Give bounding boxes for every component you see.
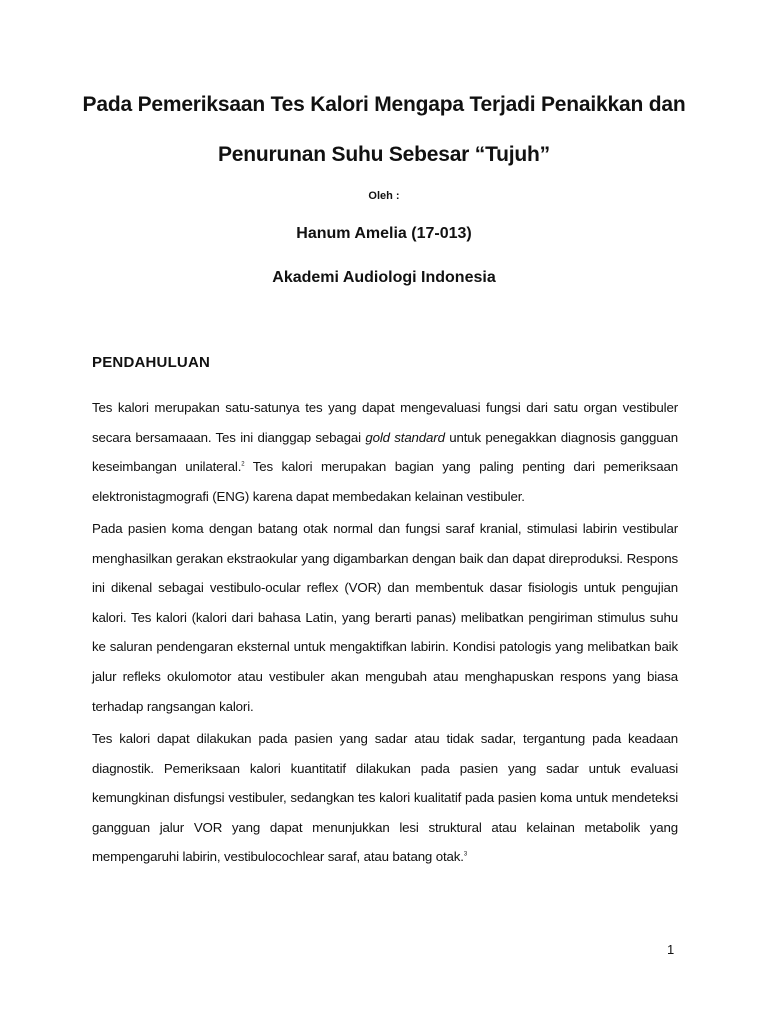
paragraph-1 — [92, 393, 678, 511]
paragraph-1-text-b: untuk penegakkan diagnosis gangguan keseimbangan unilateral. — [92, 429, 678, 475]
author-name: Hanum Amelia (17-013) — [296, 225, 472, 242]
institution-name: Akademi Audiologi Indonesia — [272, 269, 496, 286]
section-heading-pendahuluan: PENDAHULUAN — [92, 354, 211, 371]
reference-superscript-2: 2 — [241, 461, 245, 468]
byline-label: Oleh : — [368, 190, 400, 202]
document-title-line-2: Penurunan Suhu Sebesar “Tujuh” — [218, 143, 550, 166]
paragraph-2: Pada pasien koma dengan batang otak normal dan fungsi saraf kranial, stimulasi labirin vestibular menghasilkan gerakan ekstraokular yang digambarkan dengan baik dan dapat direproduksi. Respons ini dikenal sebagai vestibulo-ocular reflex (VOR) dan membentuk dasar fisiologis untuk pengujian kalori. Tes kalori (kalori dari bahasa Latin, yang berarti panas) melibatkan pengiriman stimulus suhu ke saluran pendengaran eksternal untuk mengaktifkan labirin. Kondisi patologis yang melibatkan baik jalur refleks okulomotor atau vestibuler akan mengubah atau menghapuskan respons yang biasa terhadap rangsangan kalori. — [92, 521, 678, 714]
paragraph-1-text-a: Tes kalori merupakan satu-satunya tes yang dapat mengevaluasi fungsi dari satu organ vestibuler secara bersamaaan. Tes ini dianggap sebagai — [92, 400, 678, 445]
reference-superscript-3: 3 — [463, 851, 467, 858]
paragraph-3-text: Tes kalori dapat dilakukan pada pasien yang sadar atau tidak sadar, tergantung pada keadaan diagnostik. Pemeriksaan kalori kuantitatif dilakukan pada pasien yang sadar untuk evaluasi kemungkinan disfungsi vestibuler, sedangkan tes kalori kualitatif pada pasien koma untuk mendeteksi gangguan jalur VOR yang dapat menunjukkan lesi struktural atau kelainan metabolik yang mempengaruhi labirin, vestibulocochlear saraf, atau batang otak. — [92, 731, 678, 865]
paragraph-3 — [92, 724, 678, 872]
paragraph-1-text-c: Tes kalori merupakan bagian yang paling penting dari pemeriksaan elektronistagmografi (ENG) karena dapat membedakan kelainan vestibuler. — [92, 459, 678, 504]
page-number: 1 — [667, 942, 675, 957]
document-title-line-1: Pada Pemeriksaan Tes Kalori Mengapa Terjadi Penaikkan dan — [82, 93, 686, 116]
emphasis-gold-standard: gold standard — [365, 429, 445, 445]
